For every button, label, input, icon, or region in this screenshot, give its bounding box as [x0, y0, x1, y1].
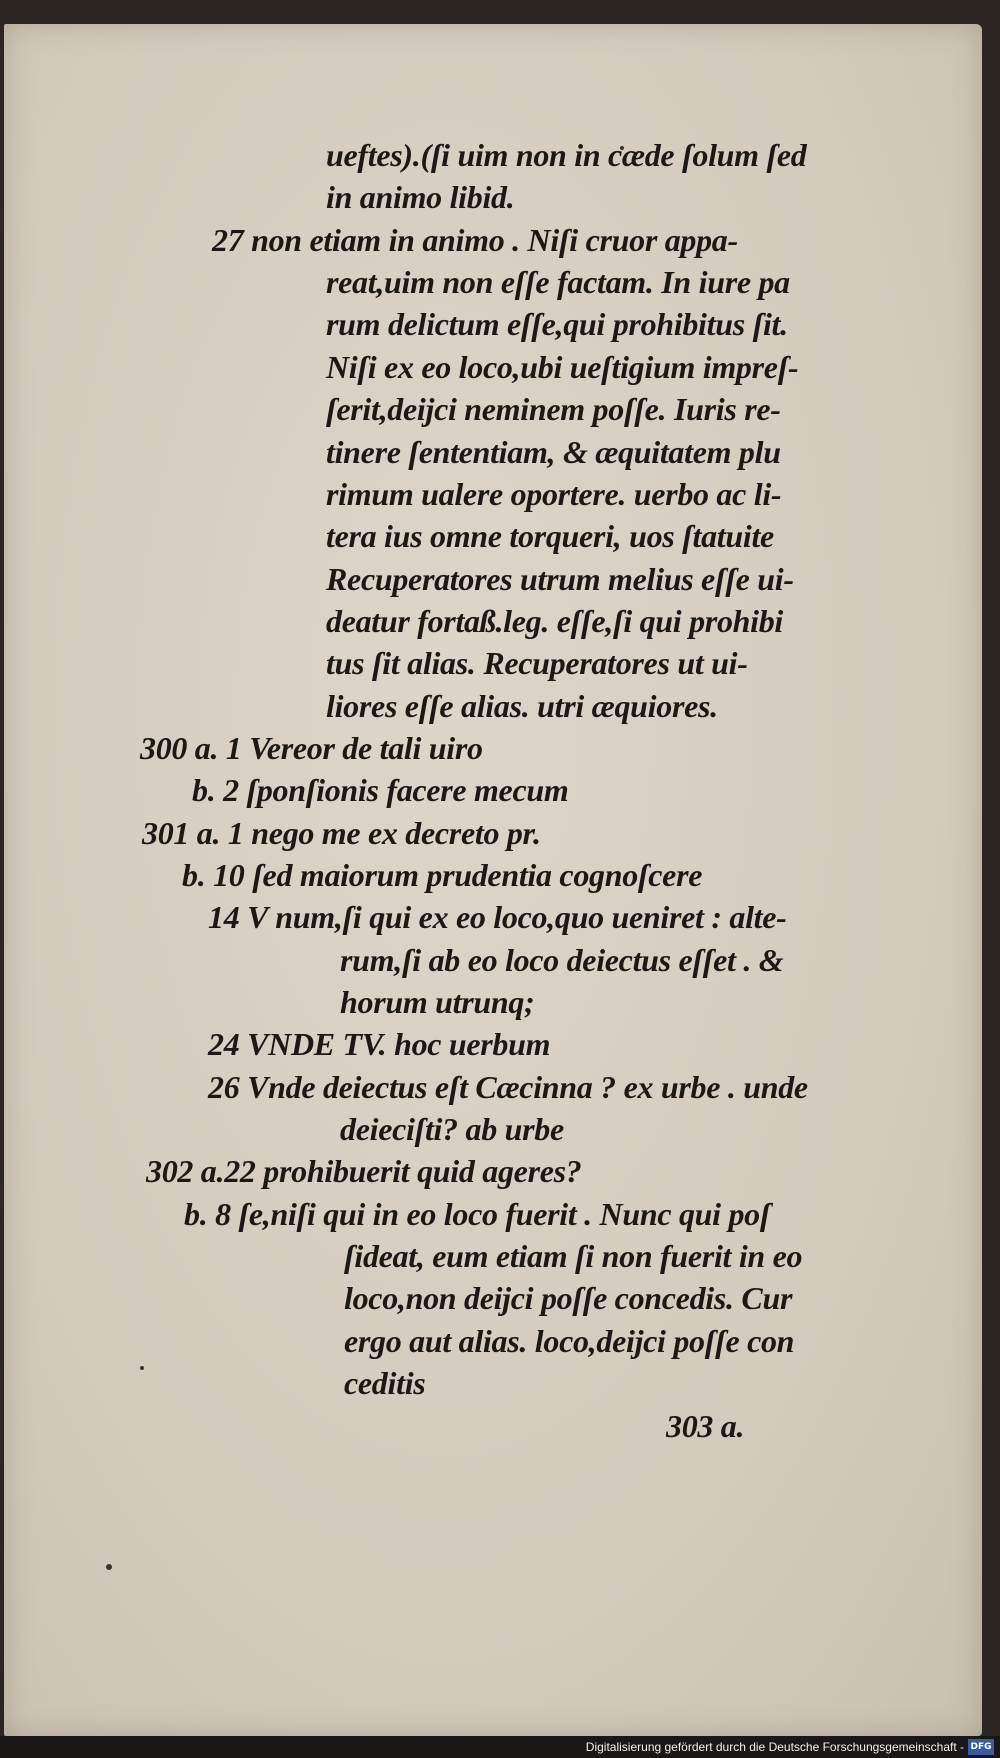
text-line: loco,non deijci poſſe concedis. Cur [344, 1280, 793, 1316]
ink-speck [106, 1564, 112, 1570]
text-line: 300 a. 1 Vereor de tali uiro [140, 730, 483, 766]
text-line: tera ius omne torqueri, uos ſtatuite [326, 518, 774, 554]
text-line: deatur fortaß.leg. eſſe,ſi qui prohibi [326, 603, 784, 639]
text-line: Recuperatores utrum melius eſſe ui- [326, 561, 794, 597]
text-line: rum delictum eſſe,qui prohibitus ſit. [326, 306, 788, 342]
digitization-credit-text: Digitalisierung gefördert durch die Deutsche Forschungsgemeinschaft - [585, 1740, 964, 1754]
text-line: 302 a.22 prohibuerit quid ageres? [146, 1153, 582, 1189]
text-line: tus ſit alias. Recuperatores ut ui- [326, 645, 748, 681]
text-line: b. 10 ſed maiorum prudentia cognoſcere [182, 857, 703, 893]
text-line: b. 8 ſe,niſi qui in eo loco fuerit . Nunc qui poſ [184, 1196, 771, 1232]
text-line: ſerit,deijci neminem poſſe. Iuris re- [326, 391, 781, 427]
text-line: b. 2 ſponſionis facere mecum [192, 772, 569, 808]
text-line: rum,ſi ab eo loco deiectus eſſet . & [340, 942, 784, 978]
text-line: 27 non etiam in animo . Niſi cruor appa- [212, 222, 738, 258]
text-line: 303 a. [666, 1408, 745, 1444]
text-line: 301 a. 1 nego me ex decreto pr. [142, 815, 541, 851]
text-line: ceditis [344, 1365, 426, 1401]
text-line: rimum ualere oportere. uerbo ac li- [326, 476, 782, 512]
digitization-credit-bar [0, 1736, 1000, 1758]
ink-speck [140, 1366, 144, 1370]
text-line: ergo aut alias. loco,deijci poſſe con [344, 1323, 795, 1359]
text-line: 14 V num,ſi qui ex eo loco,quo ueniret : alte- [208, 899, 787, 935]
text-line: deieciſti? ab urbe [340, 1111, 564, 1147]
text-line: in animo libid. [326, 179, 515, 215]
text-line: ueftes).(ſi uim non in cæde ſolum ſed [326, 137, 807, 173]
text-line: Niſi ex eo loco,ubi ueſtigium impreſ- [326, 349, 799, 385]
text-line: reat,uim non eſſe factam. In iure pa [326, 264, 790, 300]
dfg-logo: DFG [968, 1739, 994, 1755]
text-line: liores eſſe alias. utri æquiores. [326, 688, 718, 724]
text-line: 24 VNDE TV. hoc uerbum [208, 1026, 551, 1062]
text-line: horum utrunq; [340, 984, 535, 1020]
text-line: 26 Vnde deiectus eſt Cæcinna ? ex urbe . unde [208, 1069, 808, 1105]
text-line: ſideat, eum etiam ſi non fuerit in eo [344, 1238, 803, 1274]
text-line: tinere ſententiam, & æquitatem plu [326, 434, 781, 470]
